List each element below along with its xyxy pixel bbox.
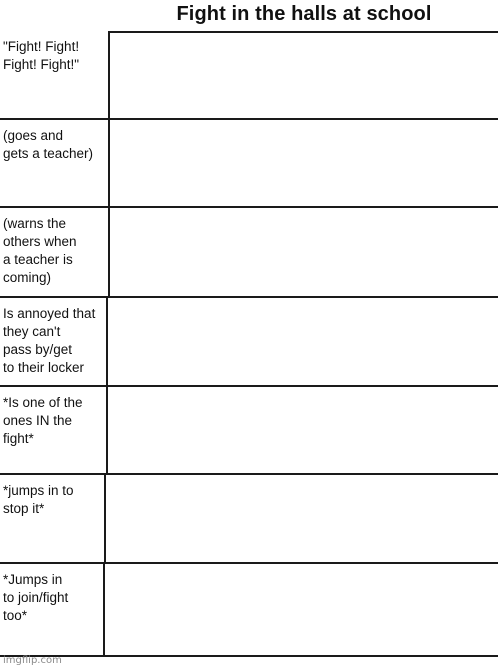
row-empty-cell [106, 387, 108, 475]
row-empty-cell [104, 475, 106, 564]
grid-row [0, 387, 498, 475]
grid-row [0, 564, 498, 657]
row-empty-cell [103, 564, 105, 657]
row-empty-cell [106, 298, 108, 387]
alignment-chart-grid [0, 31, 498, 659]
row-label: *Jumps in to join/fight too* [3, 572, 69, 623]
grid-row [0, 120, 498, 208]
chart-title: Fight in the halls at school [176, 3, 432, 25]
grid-row [0, 208, 498, 298]
row-label: *Is one of the ones IN the fight* [3, 395, 83, 446]
row-label: Is annoyed that they can't pass by/get to their locker [3, 306, 96, 375]
imgflip-watermark: imgflip.com [3, 655, 62, 666]
row-label: "Fight! Fight! Fight! Fight!" [3, 39, 80, 72]
grid-row [0, 31, 498, 120]
row-label: (goes and gets a teacher) [3, 128, 94, 161]
row-empty-cell [108, 208, 110, 298]
row-label: (warns the others when a teacher is coming) [3, 216, 77, 285]
grid-row [0, 298, 498, 387]
row-label: *jumps in to stop it* [3, 483, 74, 516]
row-empty-cell [108, 120, 110, 208]
row-empty-cell [108, 31, 110, 120]
grid-row [0, 475, 498, 564]
